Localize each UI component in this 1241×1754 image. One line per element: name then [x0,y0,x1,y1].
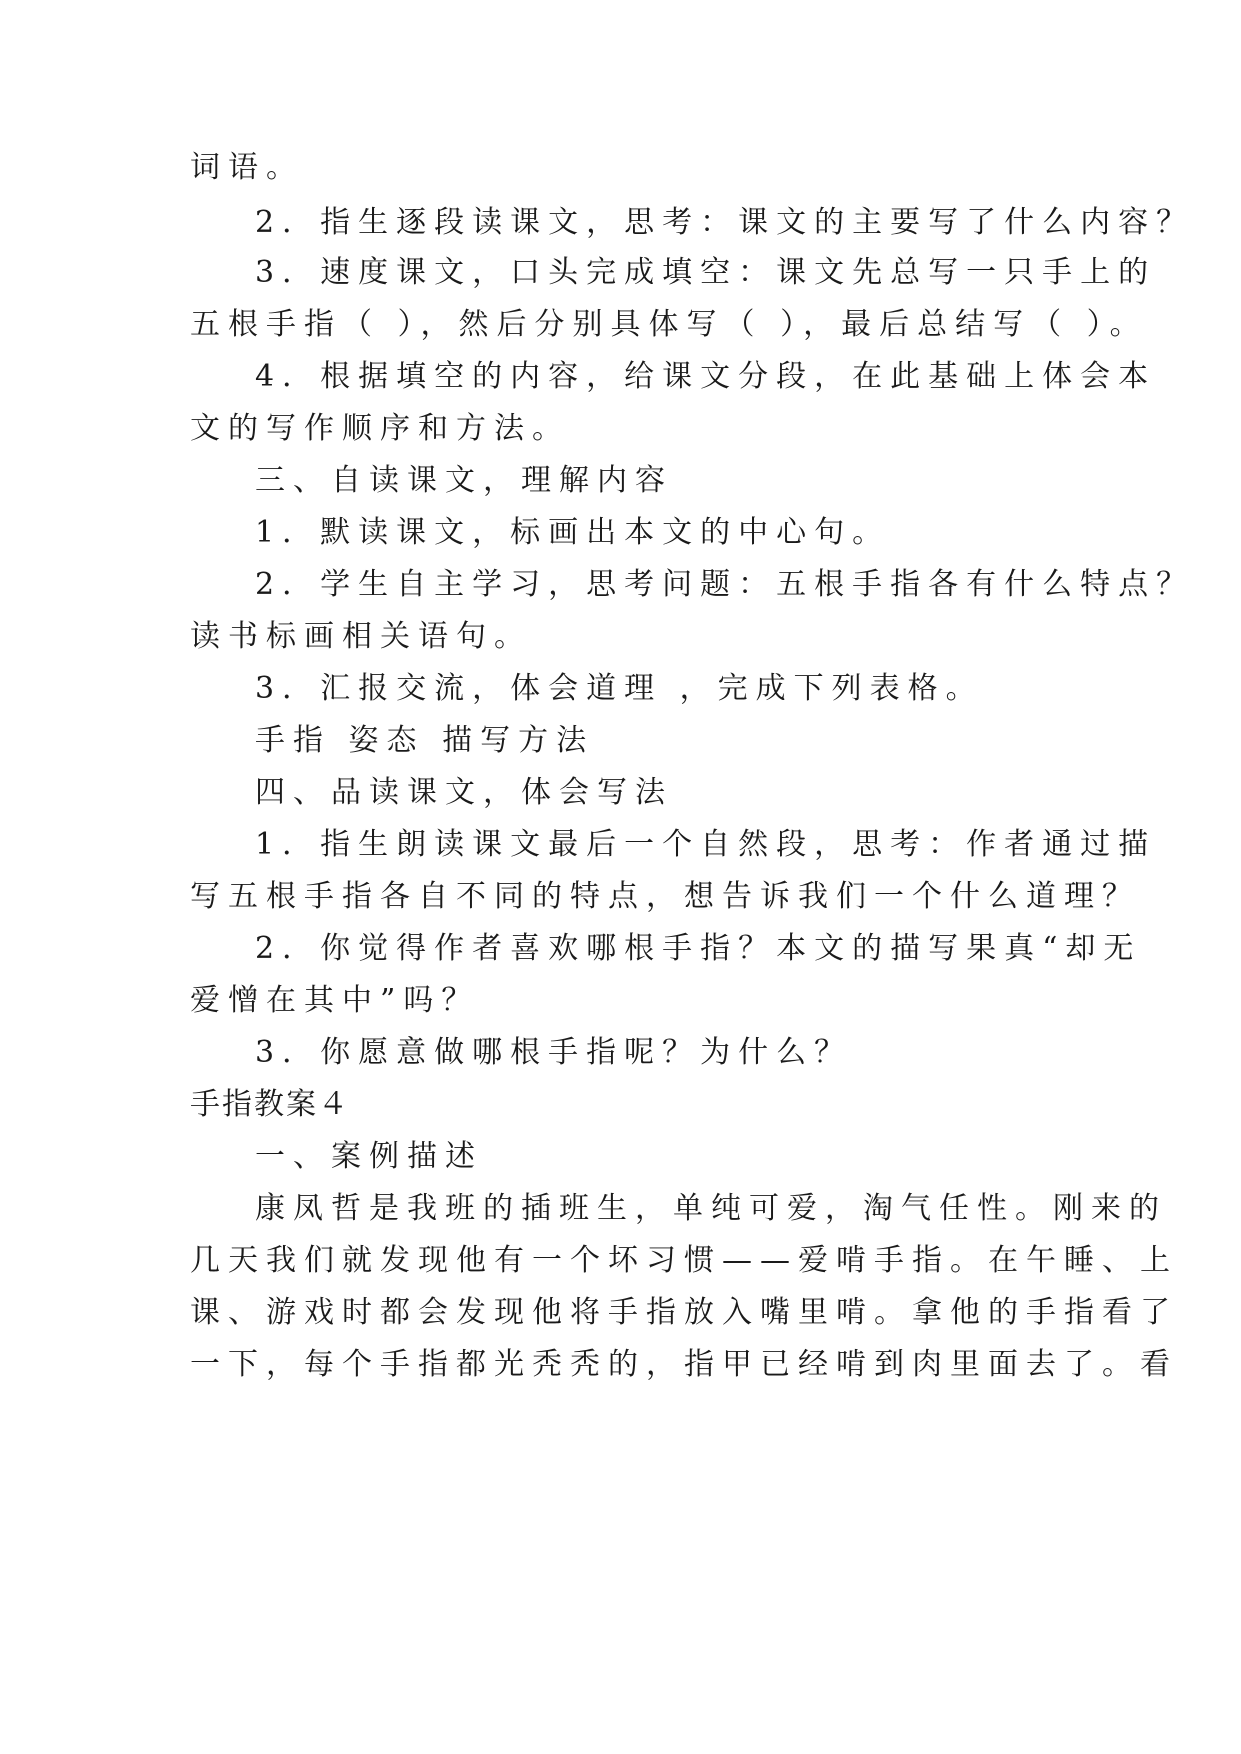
text-line: 写五根手指各自不同的特点，想告诉我们一个什么道理？ [190,879,1140,914]
text-line: 3．汇报交流，体会道理 ，完成下列表格。 [255,671,984,706]
text-line: 3．你愿意做哪根手指呢？为什么？ [255,1035,853,1070]
text-line: 康凤哲是我班的插班生，单纯可爱，淘气任性。刚来的 [255,1191,1167,1226]
section-heading: 三、自读课文，理解内容 [255,463,673,498]
text-line: 几天我们就发现他有一个坏习惯——爱啃手指。在午睡、上 [190,1243,1178,1278]
text-line: 课、游戏时都会发现他将手指放入嘴里啃。拿他的手指看了 [190,1295,1178,1330]
text-line: 读书标画相关语句。 [190,619,532,654]
text-line: 2．学生自主学习，思考问题：五根手指各有什么特点？ [255,567,1195,602]
text-line: 文的写作顺序和方法。 [190,411,570,446]
text-line: 3．速度课文，口头完成填空：课文先总写一只手上的 [255,255,1157,290]
text-line: 1．默读课文，标画出本文的中心句。 [255,515,891,550]
text-line: 五根手指（ ），然后分别具体写（ ），最后总结写（ ）。 [190,307,1148,342]
text-line: 2．你觉得作者喜欢哪根手指？本文的描写果真“却无 [255,931,1142,966]
text-line: 1．指生朗读课文最后一个自然段，思考：作者通过描 [255,827,1157,862]
text-line: 4．根据填空的内容，给课文分段，在此基础上体会本 [255,359,1157,394]
section-heading: 四、品读课文，体会写法 [255,775,673,810]
table-header-line: 手指 姿态 描写方法 [255,723,595,758]
section-heading: 一、案例描述 [255,1139,483,1174]
text-line: 词语。 [190,150,304,185]
text-line: 爱憎在其中”吗？ [190,983,480,1018]
text-line: 2．指生逐段读课文，思考：课文的主要写了什么内容？ [255,205,1195,240]
text-line: 一下，每个手指都光秃秃的，指甲已经啃到肉里面去了。看 [190,1347,1178,1382]
document-title: 手指教案４ [190,1087,350,1122]
